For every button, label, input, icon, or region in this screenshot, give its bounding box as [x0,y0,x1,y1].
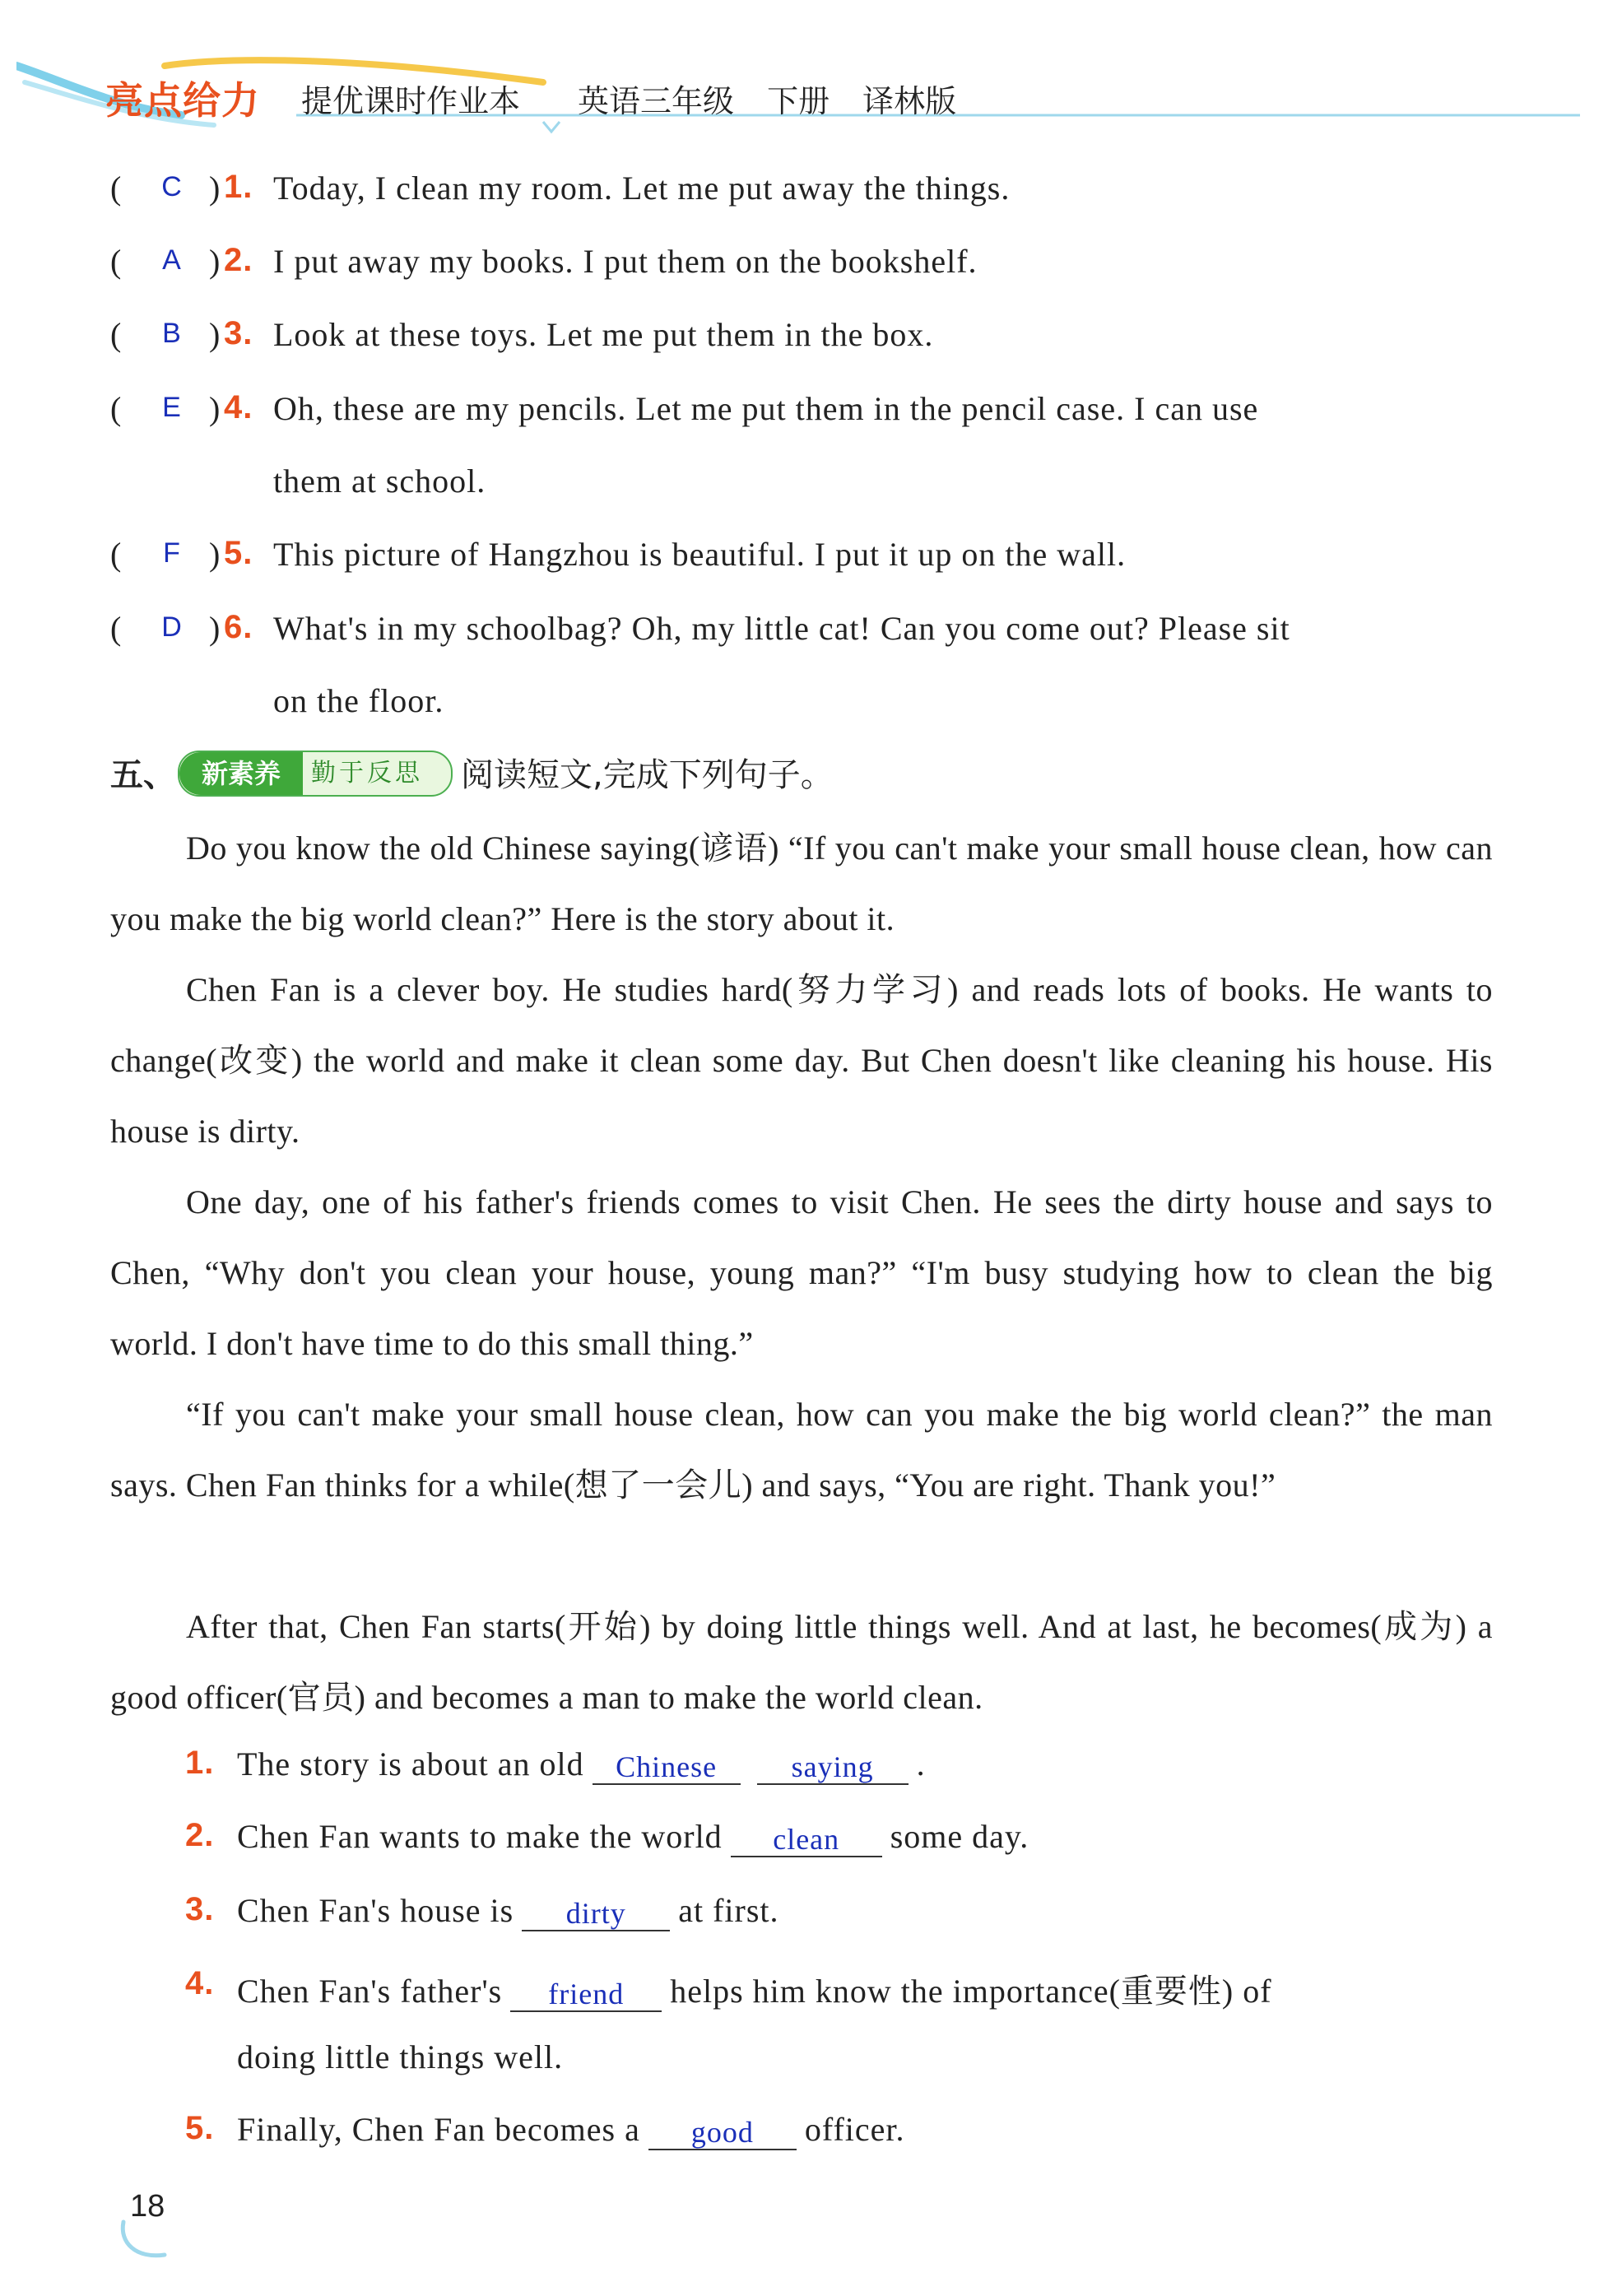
answer-letter: A [162,244,182,276]
sentence-text-continued: on the floor. [273,682,444,719]
book-subtitle: 提优课时作业本 [301,83,521,119]
passage-paragraph-2: Chen Fan is a clever boy. He studies hard(努力学习) and reads lots of books. He wants to change(改变) the world and make it clean some day. But Chen doesn't like cleaning his house. His house is dirty. [110,971,1493,1150]
passage-paragraph-3: One day, one of his father's friends comes to visit Chen. He sees the dirty house and says to Chen, “Why don't you clean your house, young man?” “I'm busy studying how to clean the big world. I don't have time to do this small thing.” [110,1183,1493,1362]
answer-letter: B [162,318,182,349]
answer-letter: F [163,537,181,569]
section-number: 五、 [110,756,176,794]
answer-blank: friend [510,1978,662,2012]
answer-letter: E [162,392,182,423]
answer-letter: C [161,171,183,202]
badge-sub-label: 勤于反思 [311,759,423,788]
workbook-page: 亮点给力 提优课时作业本 英语三年级 下册 译林版 ( C ) 1. Today, I clean my room. Let me put away the things. ( A ) 2. I put away my books. I put them on the bookshelf. ( B ) 3. Look at these toys. Let me put them in the box. ( E ) 4. Oh, these are my pencils. Let me put them in the pencil case. I can use them at school. ( F ) 5. This picture of Hangzhou is beautiful. I put it up on the wall. ( D ) 6. What's in my schoolbag? Oh, my little cat! Can you come out? Please sit on the floor. 五、 新素养 勤于反思 阅读短文,完成下列句子。 Do you know the old Chinese saying(谚语) “If you can't make your small house clean, how can you make the big world clean?” Here is the story about it. Chen Fan is a clever boy. He studies hard(努力学习) and reads lots of books. He wants to change(改变) the world and make it clean some day. But Chen doesn't like cleaning his house. His house is dirty. One day, one of his father's friends comes to visit Chen. He sees the dirty house and says to Chen, “Why don't you clean your house, young man?” “I'm busy studying how to clean the big world. I don't have time to do this small thing.” “If you can't make your small house clean, how can you make the big world clean?” the man says. Chen Fan thinks for a while(想了一会儿) and says, “You are right. Thank you!” After that, Chen Fan starts(开始) by doing little things well. And at last, he becomes(成为) a good officer(官员) and becomes a man to make the world clean. 1. The story is about an old Chinese saying . 2. Chen Fan wants to make the world clean some day. 3. Chen Fan's house is dirty at first. 4. Chen Fan's father's friend helps him know the importance(重要性) of doing little things well. 5. Finally, Chen Fan becomes a good officer. 18 [0,0,1608,2296]
sentence-text: I put away my books. I put them on the bookshelf. [273,243,978,280]
grade-info: 英语三年级 下册 译林版 [578,83,957,119]
answer-blank: clean [731,1823,882,1857]
answer-blank: dirty [522,1897,670,1931]
fill-item-4: 4. Chen Fan's father's friend helps him know the importance(重要性) of [185,1965,1272,2010]
question-number: 3. [224,315,253,351]
section-title: 阅读短文,完成下列句子。 [461,756,834,794]
question-number: 6. [224,609,253,645]
fill-item-5: 5. Finally, Chen Fan becomes a good officer. [185,2110,905,2149]
passage-paragraph-5: After that, Chen Fan starts(开始) by doing little things well. And at last, he becomes(成为) a good officer(官员) and becomes a man to make the world clean. [110,1608,1493,1716]
sentence-text: Today, I clean my room. Let me put away the things. [273,170,1011,207]
question-number: 4. [224,389,253,425]
passage-paragraph-1: Do you know the old Chinese saying(谚语) “If you can't make your small house clean, how can you make the big world clean?” Here is the story about it. [110,830,1493,937]
footer-decoration [115,2214,181,2263]
answer-blank: good [648,2116,797,2150]
fill-item-3: 3. Chen Fan's house is dirty at first. [185,1891,779,1930]
question-number: 5. [224,535,253,571]
badge-main-label: 新素养 [179,752,303,795]
question-number: 2. [224,242,253,278]
sentence-text: This picture of Hangzhou is beautiful. I put it up on the wall. [273,536,1127,573]
question-number: 1. [224,169,253,205]
answer-letter: D [161,611,183,643]
fill-item-4-continued: doing little things well. [237,2038,564,2075]
brand-logo: 亮点给力 [105,78,260,123]
sentence-text: Oh, these are my pencils. Let me put them in the pencil case. I can use [273,390,1259,427]
page-number: 18 [130,2189,165,2224]
answer-blank: Chinese [593,1750,741,1785]
answer-blank: saying [757,1750,909,1785]
sentence-text: What's in my schoolbag? Oh, my little cat! Can you come out? Please sit [273,610,1290,647]
fill-item-1: 1. The story is about an old Chinese saying . [185,1745,926,1783]
new-literacy-badge [178,751,453,797]
fill-item-2: 2. Chen Fan wants to make the world clean some day. [185,1817,1029,1856]
sentence-text-continued: them at school. [273,462,486,500]
sentence-text: Look at these toys. Let me put them in the box. [273,316,934,353]
passage-paragraph-4: “If you can't make your small house clean, how can you make the big world clean?” the man says. Chen Fan thinks for a while(想了一会儿) and says, “You are right. Thank you!” [110,1396,1493,1504]
